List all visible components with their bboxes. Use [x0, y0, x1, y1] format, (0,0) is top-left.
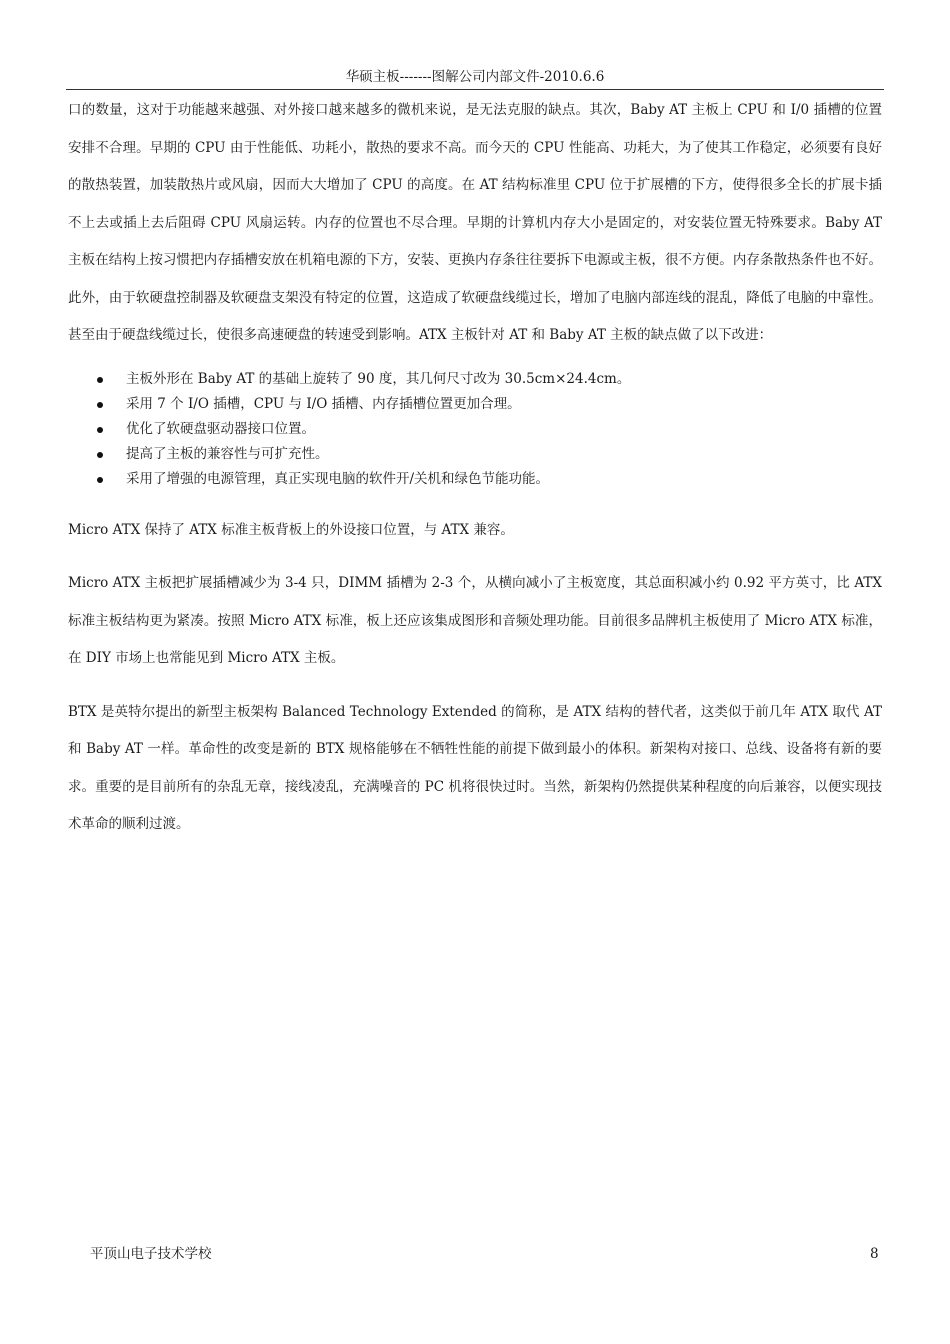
bullet-icon	[97, 377, 103, 383]
bullet-icon	[97, 477, 103, 483]
paragraph: 口的数量，这对于功能越来越强、对外接口越来越多的微机来说，是无法克服的缺点。其次，Baby AT 主板上 CPU 和 I/0 插槽的位置安排不合理。早期的 CPU 由于性能低、功耗小，散热的要求不高。而今天的 CPU 性能高、功耗大，为了使其工作稳定，必须要有良好的散热装置，加装散热片或风扇，因而大大增加了 CPU 的高度。在 AT 结构标准里 CPU 位于扩展槽的下方，使得很多全长的扩展卡插不上去或插上去后阻碍 CPU 风扇运转。内存的位置也不尽合理。早期的计算机内存大小是固定的，对安装位置无特殊要求。Baby AT 主板在结构上按习惯把内存插槽安放在机箱电源的下方，安装、更换内存条往往要拆下电源或主板，很不方便。内存条散热条件也不好。此外，由于软硬盘控制器及软硬盘支架没有特定的位置，这造成了软硬盘线缆过长，增加了电脑内部连线的混乱，降低了电脑的中靠性。甚至由于硬盘线缆过长，使很多高速硬盘的转速受到影响。ATX 主板针对 AT 和 Baby AT 主板的缺点做了以下改进：	[68, 102, 882, 343]
list-item-text: 优化了软硬盘驱动器接口位置。	[126, 420, 315, 437]
header-divider	[66, 89, 884, 90]
list-item-text: 采用了增强的电源管理，真正实现电脑的软件开/关机和绿色节能功能。	[126, 470, 550, 487]
paragraph: Micro ATX 主板把扩展插槽减少为 3-4 只，DIMM 插槽为 2-3 个，从横向减小了主板宽度，其总面积减小约 0.92 平方英寸，比 ATX 标准主板结构更为紧凑。按照 Micro ATX 标准，板上还应该集成图形和音频处理功能。目前很多品牌机主板使用了 Micro ATX 标准，在 DIY 市场上也常能见到 Micro ATX 主板。	[68, 575, 882, 666]
list-item	[68, 442, 882, 467]
bullet-icon	[97, 427, 103, 433]
footer-school-name: 平顶山电子技术学校	[90, 1246, 212, 1262]
list-item	[68, 417, 882, 442]
page-number: 8	[870, 1246, 879, 1262]
paragraph: Micro ATX 保持了 ATX 标准主板背板上的外设接口位置，与 ATX 兼容。	[68, 521, 514, 538]
list-item-text: 主板外形在 Baby AT 的基础上旋转了 90 度，其几何尺寸改为 30.5cm×24.4cm。	[126, 370, 631, 387]
list-item	[68, 467, 882, 492]
list-item	[68, 367, 882, 392]
improvement-list	[68, 367, 882, 492]
paragraph: BTX 是英特尔提出的新型主板架构 Balanced Technology Extended 的简称，是 ATX 结构的替代者，这类似于前几年 ATX 取代 AT 和 Baby AT 一样。革命性的改变是新的 BTX 规格能够在不牺牲性能的前提下做到最小的体积。新架构对接口、总线、设备将有新的要求。重要的是目前所有的杂乱无章，接线凌乱，充满噪音的 PC 机将很快过时。当然，新架构仍然提供某种程度的向后兼容，以便实现技术革命的顺利过渡。	[68, 703, 882, 832]
list-item-text: 提高了主板的兼容性与可扩充性。	[126, 445, 329, 462]
list-item	[68, 392, 882, 417]
bullet-icon	[97, 452, 103, 458]
page-header-title: 华硕主板-------图解公司内部文件-2010.6.6	[345, 69, 605, 85]
list-item-text: 采用 7 个 I/O 插槽，CPU 与 I/O 插槽、内存插槽位置更加合理。	[126, 395, 521, 412]
bullet-icon	[97, 402, 103, 408]
page-body	[68, 92, 882, 844]
